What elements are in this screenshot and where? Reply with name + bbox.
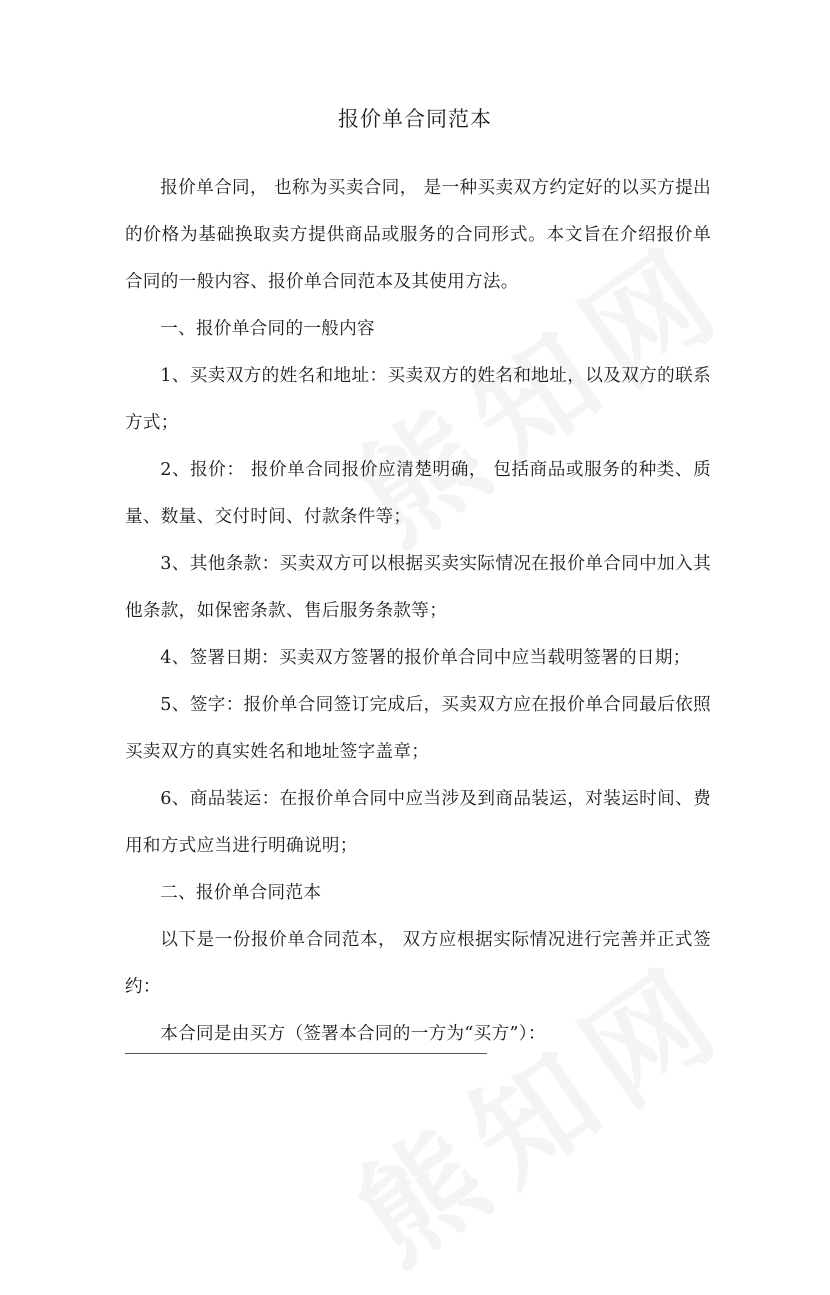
signature-blank-line <box>125 1053 487 1054</box>
section-heading-general-content: 一、报价单合同的一般内容 <box>160 319 375 339</box>
list-item: 1、买卖双方的姓名和地址：买卖双方的姓名和地址，以及双方的联系方式； <box>125 366 711 433</box>
intro-paragraph: 报价单合同， 也称为买卖合同， 是一种买卖双方约定好的以买方提出的价格为基础换取卖方提供商品或服务的合同形式。本文旨在介绍报价单合同的一般内容、报价单合同范本及其使用方法。 <box>125 178 711 292</box>
list-item: 5、签字：报价单合同签订完成后，买卖双方应在报价单合同最后依照买卖双方的真实姓名和地址签字盖章； <box>125 695 711 762</box>
list-item: 4、签署日期：买卖双方签署的报价单合同中应当载明签署的日期； <box>160 648 691 668</box>
section-heading-contract-sample: 二、报价单合同范本 <box>160 883 322 903</box>
list-item: 6、商品装运：在报价单合同中应当涉及到商品装运，对装运时间、费用和方式应当进行明确说明； <box>125 789 711 856</box>
document-title: 报价单合同范本 <box>338 107 492 131</box>
list-item: 2、报价： 报价单合同报价应清楚明确， 包括商品或服务的种类、质量、数量、交付时间、付款条件等； <box>125 460 711 527</box>
sample-intro-paragraph: 以下是一份报价单合同范本， 双方应根据实际情况进行完善并正式签约： <box>125 930 711 997</box>
contract-opening-line: 本合同是由买方（签署本合同的一方为“买方”）： <box>160 1024 546 1044</box>
list-item: 3、其他条款：买卖双方可以根据买卖实际情况在报价单合同中加入其他条款，如保密条款、售后服务条款等； <box>125 554 711 621</box>
document-body <box>125 165 711 1058</box>
